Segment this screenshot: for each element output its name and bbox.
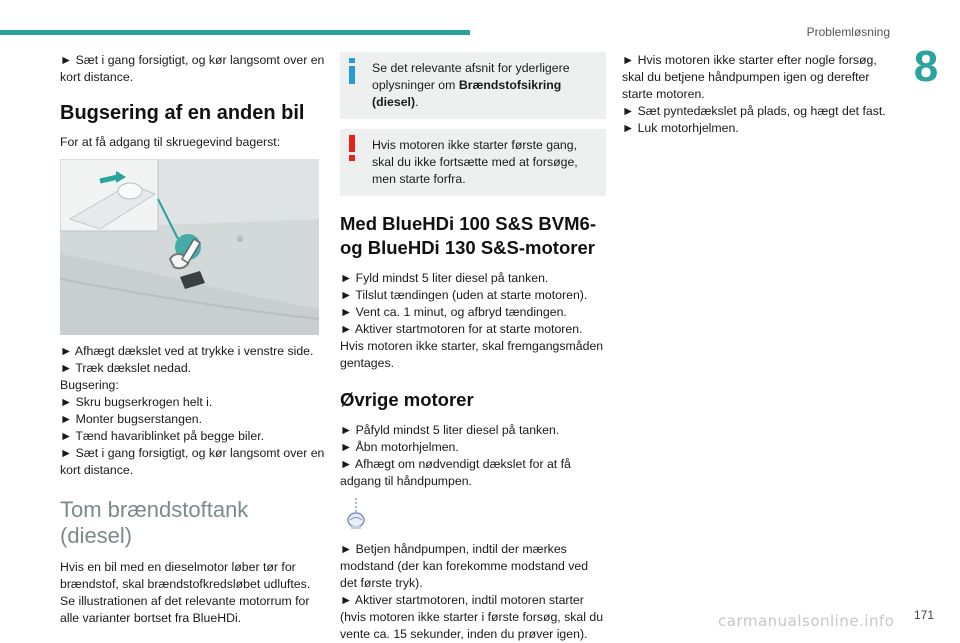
step-line: ► Skru bugserkrogen helt i. xyxy=(60,395,213,409)
info-icon xyxy=(346,58,358,84)
heading-other-engines: Øvrige motorer xyxy=(340,389,474,410)
step-line: ► Aktiver startmotoren for at starte motoren. xyxy=(340,322,583,336)
page-number: 171 xyxy=(913,608,934,622)
step-line: ► Fyld mindst 5 liter diesel på tanken. xyxy=(340,271,549,285)
column-2 xyxy=(340,52,606,643)
intro-text: ► Sæt i gang forsigtigt, og kør langsomt over en kort distance. xyxy=(60,53,325,84)
watermark: carmanualsonline.info xyxy=(718,612,895,630)
heading-bluehdi: Med BlueHDi 100 S&S BVM6- og BlueHDi 130 S&S-motorer xyxy=(340,213,596,258)
step-line: ► Tilslut tændingen (uden at starte motoren). xyxy=(340,288,588,302)
step-line: ► Påfyld mindst 5 liter diesel på tanken. xyxy=(340,423,560,437)
other-engine-steps xyxy=(340,422,606,490)
heading-bugsering: Bugsering af en anden bil xyxy=(60,102,305,124)
step-line: ► Træk dækslet nedad. xyxy=(60,361,192,375)
step-line: Hvis motoren ikke starter, skal fremgangsmåden gentages. xyxy=(340,339,604,370)
towing-eye-illustration xyxy=(60,159,319,335)
step-line: ► Åbn motorhjelmen. xyxy=(340,440,459,454)
step-line: ► Hvis motoren ikke starter efter nogle forsøg, skal du betjene håndpumpen igen og derefter starte motoren. xyxy=(622,53,877,101)
final-steps xyxy=(622,52,892,137)
column-3 xyxy=(622,52,892,137)
info-bold-link: Brændstofsikring (diesel) xyxy=(372,78,562,109)
step-line: ► Monter bugserstangen. xyxy=(60,412,203,426)
step-line: ► Afhægt om nødvendigt dækslet for at få adgang til håndpumpen. xyxy=(340,457,571,488)
empty-tank-text: Hvis en bil med en dieselmotor løber tør for brændstof, skal brændstofkredsløbet udluftes. Se illustrationen af det relevante motorrum for alle varianter bortset fra BlueHDi. xyxy=(60,560,311,625)
warning-text: Hvis motoren ikke starter første gang, skal du ikke fortsætte med at forsøge, men starte forfra. xyxy=(372,138,578,186)
step-line: ► Sæt i gang forsigtigt, og kør langsomt over en kort distance. xyxy=(60,446,325,477)
column-1 xyxy=(60,52,326,631)
info-end: . xyxy=(415,95,419,109)
step-line: ► Tænd havariblinket på begge biler. xyxy=(60,429,265,443)
heading-empty-tank: Tom brændstoftank (diesel) xyxy=(60,497,249,548)
chapter-title: Problemløsning xyxy=(806,25,890,39)
step-line: Bugsering: xyxy=(60,378,119,392)
step-line: ► Betjen håndpumpen, indtil der mærkes modstand (der kan forekomme modstand ved det første tryk). xyxy=(340,542,589,590)
hand-pump-icon xyxy=(344,498,368,530)
step-line: ► Sæt pyntedækslet på plads, og hægt det fast. xyxy=(622,104,886,118)
towing-steps xyxy=(60,343,326,479)
header-accent-bar xyxy=(0,30,470,35)
info-text: Se det relevante afsnit for yderligere oplysninger om xyxy=(372,61,570,92)
chapter-number: 8 xyxy=(913,42,939,91)
warning-notice xyxy=(340,129,606,196)
step-line: ► Luk motorhjelmen. xyxy=(622,121,739,135)
bumper-cover-diagram xyxy=(60,159,319,335)
step-line: ► Afhægt dækslet ved at trykke i venstre side. xyxy=(60,344,314,358)
warning-icon xyxy=(346,135,358,161)
step-line: ► Aktiver startmotoren, indtil motoren starter (hvis motoren ikke starter i første forsøg, skal du vente ca. 15 sekunder, inden du prøver igen). xyxy=(340,593,604,641)
pump-steps xyxy=(340,541,606,643)
info-notice xyxy=(340,52,606,119)
bluehdi-steps xyxy=(340,270,606,372)
step-line: ► Vent ca. 1 minut, og afbryd tændingen. xyxy=(340,305,567,319)
access-text: For at få adgang til skruegevind bagerst: xyxy=(60,135,281,149)
